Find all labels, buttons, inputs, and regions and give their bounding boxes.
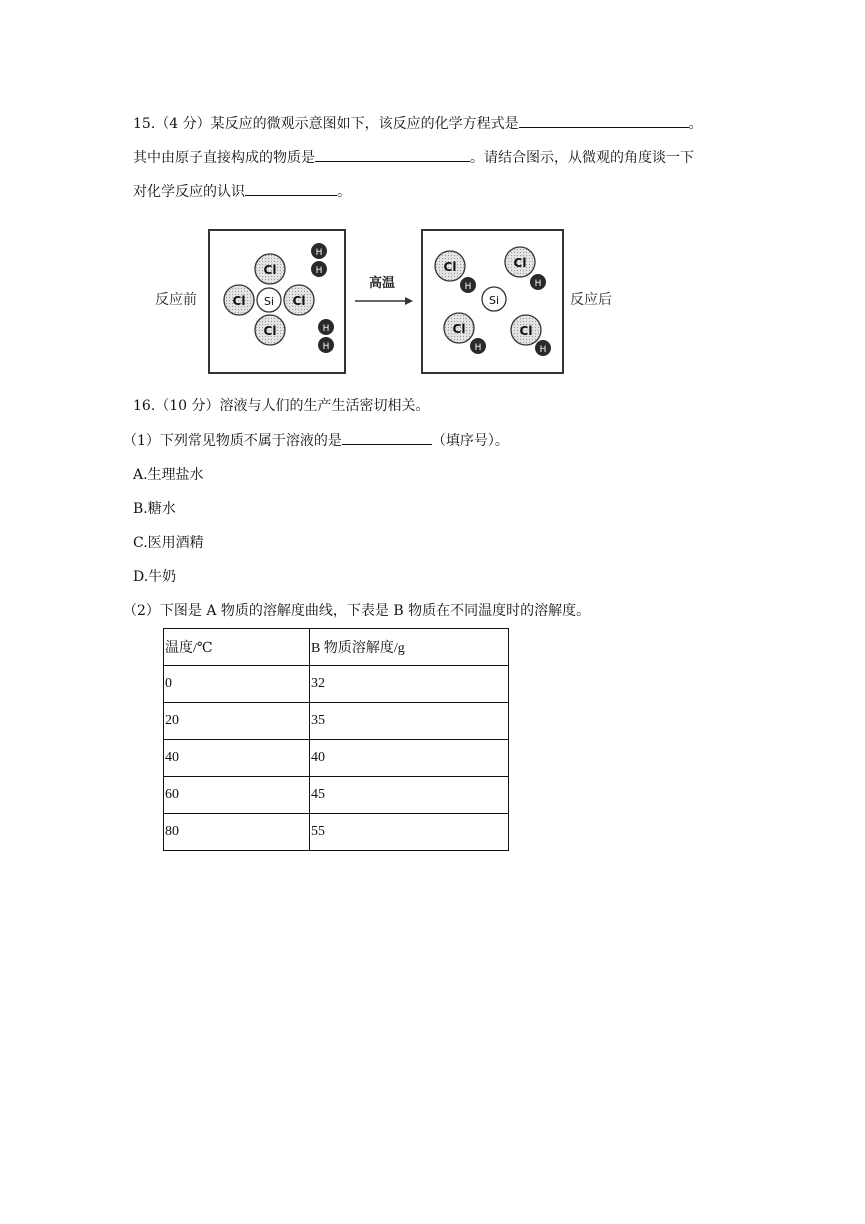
table-header-temperature: 温度/℃ (164, 629, 310, 666)
cl-atom-label: Cl (443, 260, 457, 274)
cl-atom-label: Cl (292, 294, 306, 308)
h-atom-label: H (322, 342, 330, 352)
q15-line-1 (133, 113, 703, 134)
q16-part1-tail: （填序号）。 (431, 433, 509, 449)
table-cell-temperature: 80 (164, 814, 310, 851)
h-atom-label: H (315, 266, 323, 276)
table-cell-solubility: 45 (310, 777, 509, 814)
cl-atom-label: Cl (452, 322, 466, 336)
option-a: A.生理盐水 (133, 467, 204, 483)
q15-text-2: 其中由原子直接构成的物质是 (133, 150, 315, 166)
cl-atom-label: Cl (519, 324, 533, 338)
q15-line-3 (133, 181, 351, 202)
cl-atom-label: Cl (263, 263, 277, 277)
table-row (164, 814, 509, 851)
table-cell-temperature: 0 (164, 666, 310, 703)
table-cell-temperature: 20 (164, 703, 310, 740)
table-cell-temperature: 60 (164, 777, 310, 814)
table-row (164, 666, 509, 703)
table-row (164, 703, 509, 740)
table-cell-solubility: 55 (310, 814, 509, 851)
h-atom-label: H (322, 324, 330, 334)
h-atom-label: H (534, 279, 542, 289)
table-cell-solubility: 32 (310, 666, 509, 703)
q16-part1 (123, 430, 509, 451)
after-label: 反应后 (570, 292, 612, 308)
table-cell-solubility: 35 (310, 703, 509, 740)
q15-text-2-tail: 。请结合图示，从微观的角度谈一下 (470, 150, 694, 166)
h-atom-label: H (315, 248, 323, 258)
h-atom-label: H (474, 343, 482, 353)
before-label: 反应前 (155, 292, 197, 308)
option-b: B.糖水 (133, 501, 176, 517)
reaction-arrow-head (405, 297, 413, 305)
table-cell-solubility: 40 (310, 740, 509, 777)
q16-title: 16.（10 分）溶液与人们的生产生活密切相关。 (133, 398, 430, 414)
q15-line-2 (133, 147, 694, 168)
q15-period-1: 。 (688, 116, 703, 132)
q15-atom-substance-blank[interactable] (315, 147, 470, 162)
table-cell-temperature: 40 (164, 740, 310, 777)
h-atom-label: H (464, 282, 472, 292)
q15-text-3: 对化学反应的认识 (133, 184, 245, 200)
cl-atom-label: Cl (513, 256, 527, 270)
q15-text-1: 15.（4 分）某反应的微观示意图如下，该反应的化学方程式是 (133, 116, 519, 132)
table-row (164, 777, 509, 814)
table-row (164, 740, 509, 777)
cl-atom-label: Cl (263, 324, 277, 338)
table-header-row (164, 629, 509, 666)
q16-answer-blank[interactable] (342, 430, 432, 445)
arrow-label: 高温 (368, 276, 396, 291)
q15-understanding-blank[interactable] (245, 181, 337, 196)
option-d: D.牛奶 (133, 569, 177, 585)
q15-period-3: 。 (337, 184, 351, 200)
q16-part2: （2）下图是 A 物质的溶解度曲线，下表是 B 物质在不同温度时的溶解度。 (123, 603, 591, 619)
option-c: C.医用酒精 (133, 535, 204, 551)
reaction-diagram (150, 224, 625, 379)
si-atom-label: Si (488, 294, 500, 307)
cl-atom-label: Cl (232, 294, 246, 308)
q16-part1-text: （1）下列常见物质不属于溶液的是 (123, 433, 342, 449)
table-header-solubility: B 物质溶解度/g (310, 629, 509, 666)
h-atom-label: H (539, 345, 547, 355)
solubility-table (163, 628, 509, 851)
q15-equation-blank[interactable] (519, 113, 689, 128)
si-atom-label: Si (263, 295, 275, 308)
